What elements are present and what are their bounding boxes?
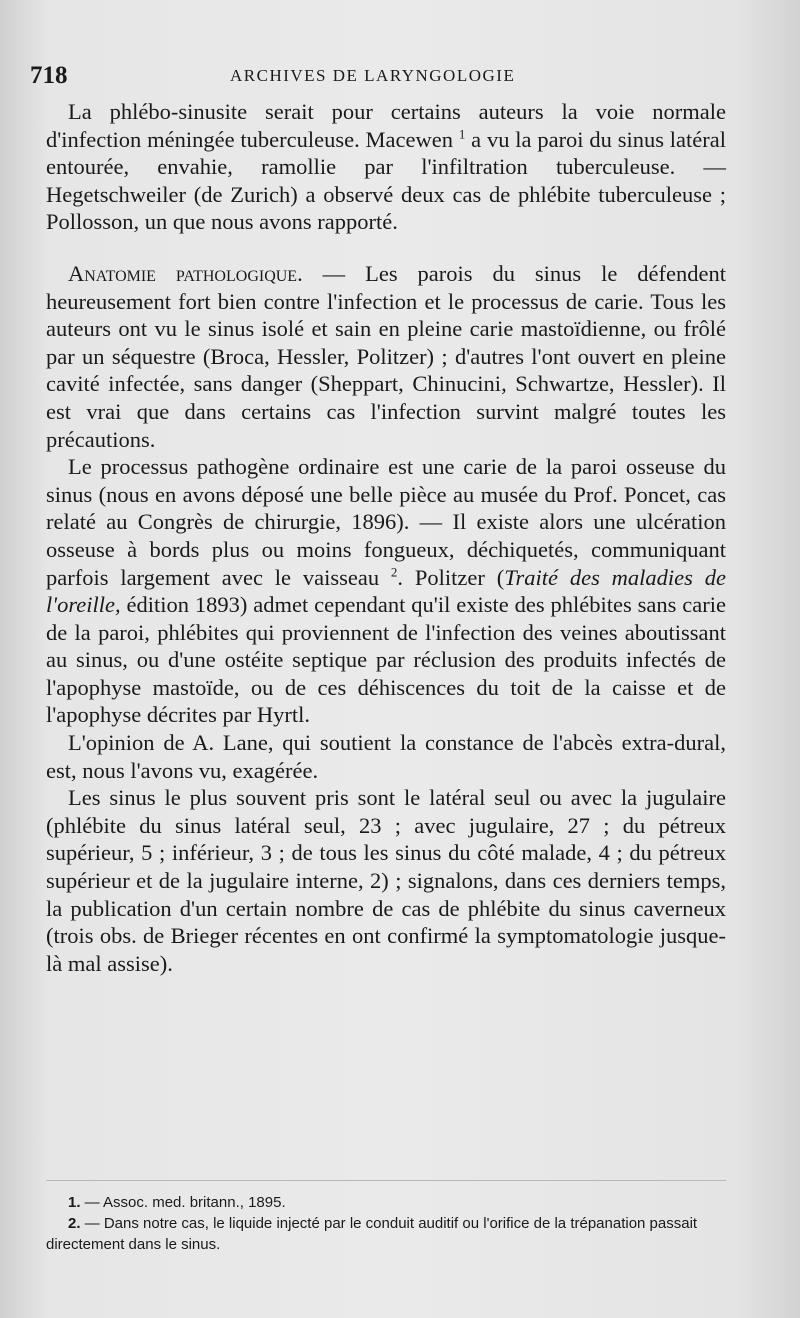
paragraph-5: Les sinus le plus souvent pris sont le latéral seul ou avec la jugulaire (phlébite du sinus latéral seul, 23 ; avec jugulaire, 27 ; du pétreux supérieur, 5 ; inférieur, 3 ; de tous les sinus du côté malade, 4 ; du pétreux supérieur et de la jugulaire interne, 2) ; signalons, dans ces derniers temps, la publication d'un certain nombre de cas de phlébite du sinus caverneux (trois obs. de Brieger récentes en ont confirmé la symptomatologie jusque-là mal assise).	[46, 785, 726, 976]
footnote-ref-1: 1	[458, 126, 466, 142]
paragraph-3-text-b: . Politzer (	[397, 564, 505, 590]
footnote-2-text: — Dans notre cas, le liquide injecté par le conduit auditif ou l'orifice de la trépanation passait directement dans le sinus.	[46, 1215, 698, 1253]
paragraph-anatomie	[46, 260, 726, 453]
paragraph-3-text-c: édition 1893) admet cependant qu'il existe des phlébites sans carie de la paroi, phlébites qui proviennent de l'infection des veines aboutissant au sinus, ou d'une ostéite septique par réclusion des produits infectés de l'apophyse mastoïde, ou de ces déhiscences du toit de la caisse et de l'apophyse décrites par Hyrtl.	[46, 592, 726, 728]
footnotes	[46, 1192, 726, 1255]
book-title-italic: Traité des maladies de l'oreille,	[46, 564, 726, 618]
paragraph-1	[46, 98, 726, 236]
page-header	[30, 62, 740, 92]
footnote-1	[46, 1192, 726, 1213]
page-number: 718	[30, 62, 68, 89]
footnote-2-mark: 2.	[68, 1215, 81, 1232]
footnote-1-text: — Assoc. med. britann., 1895.	[80, 1194, 286, 1211]
paragraph-3	[46, 453, 726, 729]
body-text	[46, 98, 726, 977]
running-head: ARCHIVES DE LARYNGOLOGIE	[230, 66, 516, 85]
footnote-2	[46, 1213, 726, 1255]
footnote-ref-2: 2	[390, 564, 398, 579]
paragraph-1-rest: a vu la paroi du sinus latéral entourée, envahie, ramollie par l'infiltration tuberculeuse. — Hegetschweiler (de Zurich) a observé deux cas de phlébite tuberculeuse ; Pollosson, un que nous avons rapporté.	[46, 126, 726, 235]
footnote-divider	[46, 1180, 726, 1181]
paragraph-2-text: — Les parois du sinus le défendent heureusement fort bien contre l'infection et le processus de carie. Tous les auteurs ont vu le sinus isolé et sain en pleine carie mastoïdienne, ou frôlé par un séquestre (Broca, Hessler, Politzer) ; d'autres l'ont ouvert en pleine cavité infectée, sans danger (Sheppart, Chinucini, Schwartze, Hessler). Il est vrai que dans certains cas l'infection survint malgré toutes les précautions.	[46, 260, 727, 452]
paragraph-3-text-a: Le processus pathogène ordinaire est une carie de la paroi osseuse du sinus (nous en avons déposé une belle pièce au musée du Prof. Poncet, cas relaté au Congrès de chirurgie, 1896). — Il existe alors une ulcération osseuse à bords plus ou moins fongueux, déchiquetés, communiquant parfois largement avec le vaisseau	[46, 454, 726, 590]
paragraph-4: L'opinion de A. Lane, qui soutient la constance de l'abcès extra-dural, est, nous l'avons vu, exagérée.	[46, 730, 726, 783]
section-heading: Anatomie pathologique.	[68, 260, 303, 286]
paragraph-1-text: La phlébo-sinusite serait pour certains auteurs la voie normale d'infection méningée tuberculeuse. Macewen	[46, 99, 726, 152]
footnote-1-mark: 1.	[68, 1194, 81, 1211]
